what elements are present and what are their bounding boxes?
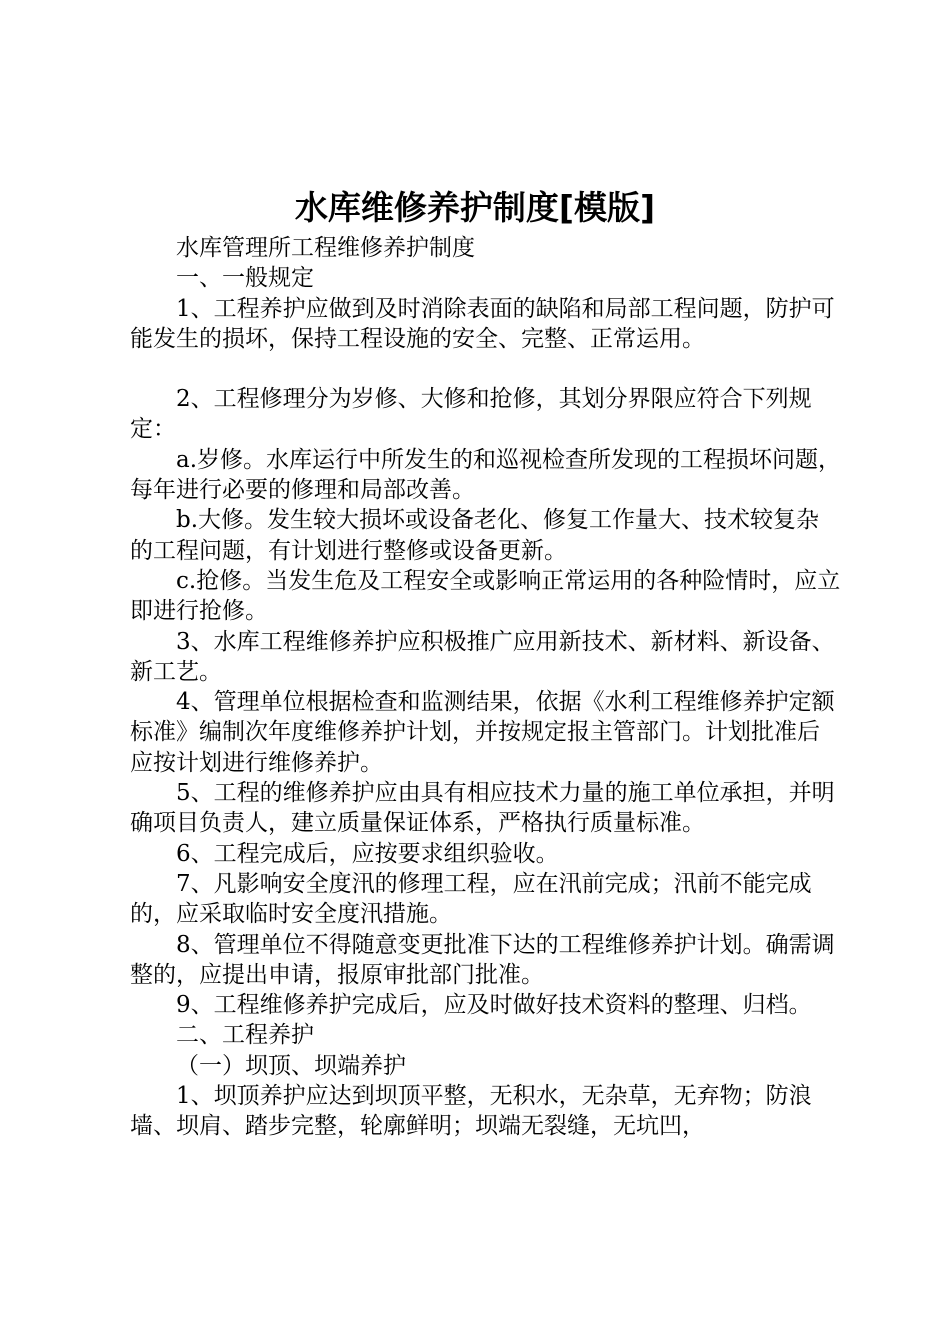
paragraph-item-4: 4、管理单位根据检查和监测结果，依据《水利工程维修养护定额标准》编制次年度维修养护计划，并按规定报主管部门。计划批准后应按计划进行维修养护。 (130, 689, 835, 776)
paragraph-subtitle: 水库管理所工程维修养护制度 (176, 235, 475, 261)
paragraph-item-2c: c.抢修。当发生危及工程安全或影响正常运用的各种险情时，应立即进行抢修。 (130, 567, 841, 625)
document-body (130, 233, 842, 1142)
paragraph-item-1: 1、工程养护应做到及时消除表面的缺陷和局部工程问题，防护可能发生的损坏，保持工程设施的安全、完整、正常运用。 (130, 295, 835, 352)
subsection-heading-dam-crest: （一）坝顶、坝端养护 (176, 1052, 406, 1079)
paragraph-item-9: 9、工程维修养护完成后，应及时做好技术资料的整理、归档。 (176, 992, 812, 1019)
section-heading-maintenance: 二、工程养护 (176, 1022, 314, 1049)
paragraph-item-2: 2、工程修理分为岁修、大修和抢修，其划分界限应符合下列规定： (130, 386, 812, 443)
paragraph-item-3: 3、水库工程维修养护应积极推广应用新技术、新材料、新设备、新工艺。 (130, 628, 835, 685)
paragraph-dam-crest-1: 1、坝顶养护应达到坝顶平整，无积水，无杂草，无弃物；防浪墙、坝肩、踏步完整，轮廓鲜明；坝端无裂缝，无坑凹， (130, 1083, 812, 1140)
paragraph-item-2b: b.大修。发生较大损坏或设备老化、修复工作量大、技术较复杂的工程问题，有计划进行整修或设备更新。 (130, 507, 820, 564)
paragraph-item-6: 6、工程完成后，应按要求组织验收。 (176, 840, 559, 867)
document-title: 水库维修养护制度[模版] (294, 188, 656, 227)
section-heading-general: 一、一般规定 (176, 265, 314, 292)
paragraph-item-5: 5、工程的维修养护应由具有相应技术力量的施工单位承担，并明确项目负责人，建立质量保证体系，严格执行质量标准。 (130, 780, 835, 837)
paragraph-item-7: 7、凡影响安全度汛的修理工程，应在汛前完成；汛前不能完成的，应采取临时安全度汛措施。 (130, 870, 812, 928)
blank-line (130, 354, 842, 384)
paragraph-item-2a: a.岁修。水库运行中所发生的和巡视检查所发现的工程损坏问题，每年进行必要的修理和局部改善。 (130, 446, 842, 504)
paragraph-item-8: 8、管理单位不得随意变更批准下达的工程维修养护计划。确需调整的，应提出申请，报原审批部门批准。 (130, 931, 835, 988)
